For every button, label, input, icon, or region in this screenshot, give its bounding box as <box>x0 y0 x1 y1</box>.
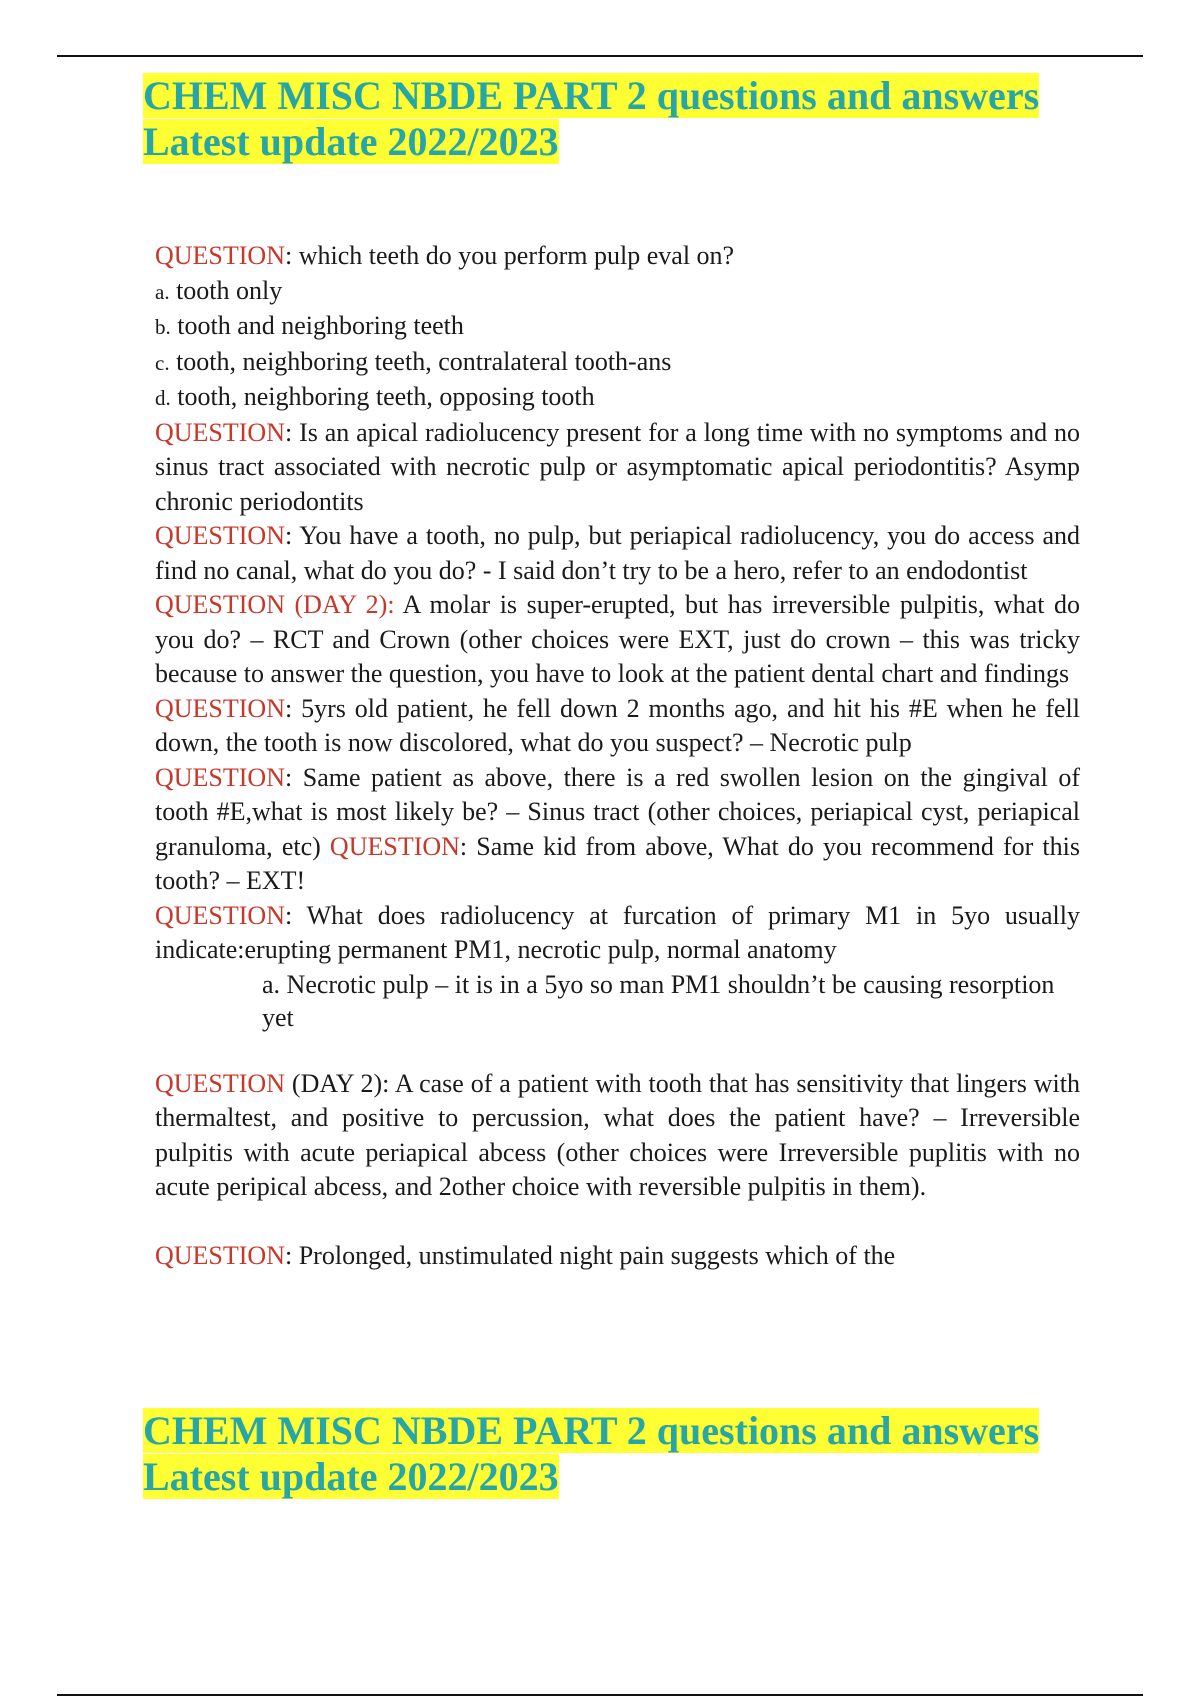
document-body <box>155 239 1080 1273</box>
footer-title-line-1: CHEM MISC NBDE PART 2 questions and answers <box>143 1408 1040 1453</box>
footer-title-line-2: Latest update 2022/2023 <box>143 1454 559 1499</box>
question-7: QUESTION: What does radiolucency at furcation of primary M1 in 5yo usually indicate:erupting permanent PM1, necrotic pulp, normal anatomy <box>155 900 1080 964</box>
question-3: QUESTION: You have a tooth, no pulp, but periapical radiolucency, you do access and find no canal, what do you do? - I said don’t try to be a hero, refer to an endodontist <box>155 521 1080 585</box>
question-1 <box>155 239 1080 274</box>
title-line-2: Latest update 2022/2023 <box>143 119 559 164</box>
question-label: QUESTION <box>155 1068 285 1098</box>
question-label: QUESTION <box>329 831 460 861</box>
question-1-text: : which teeth do you perform pulp eval on? <box>285 241 735 270</box>
question-label: QUESTION <box>155 762 285 792</box>
document-title <box>143 73 1083 165</box>
option-a: a. tooth only <box>155 275 283 305</box>
question-4: QUESTION (DAY 2): A molar is super-erupted, but has irreversible pulpitis, what do you do? – RCT and Crown (other choices were EXT, just do crown – this was tricky because to answer the question, you have to look at the patient dental chart and findings <box>155 590 1080 688</box>
question-label: QUESTION (DAY 2): <box>155 590 395 619</box>
question-8: QUESTION (DAY 2): A case of a patient with tooth that has sensitivity that lingers with thermaltest, and positive to percussion, what does the patient have? – Irreversible pulpitis with acute periapical abcess (other choices were Irreversible puplitis with no acute peripical abcess, and 2other choice with reversible pulpitis in them). <box>155 1068 1080 1201</box>
question-7-answer: a. Necrotic pulp – it is in a 5yo so man PM1 shouldn’t be causing resorption yet <box>262 969 1055 1032</box>
option-b: b. tooth and neighboring teeth <box>155 311 464 340</box>
spacer <box>155 1034 1080 1067</box>
question-label: QUESTION <box>155 1240 285 1270</box>
question-label: QUESTION <box>155 693 285 723</box>
question-5: QUESTION: 5yrs old patient, he fell down 2 months ago, and hit his #E when he fell down, the tooth is now discolored, what do you suspect? – Necrotic pulp <box>155 693 1080 757</box>
top-rule <box>57 55 1143 57</box>
question-6: QUESTION: Same patient as above, there is a red swollen lesion on the gingival of tooth #E,what is most likely be? – Sinus tract (other choices, periapical cyst, periapical granuloma, etc) QUESTION: Same kid from above, What do you recommend for this tooth? – EXT! <box>155 762 1080 895</box>
question-label: QUESTION <box>155 241 285 270</box>
option-d: d. tooth, neighboring teeth, opposing tooth <box>155 382 595 411</box>
title-line-1: CHEM MISC NBDE PART 2 questions and answers <box>143 73 1040 118</box>
option-c: c. tooth, neighboring teeth, contralateral tooth-ans <box>155 346 672 376</box>
question-label: QUESTION <box>155 417 285 447</box>
spacer <box>155 1205 1080 1239</box>
question-2: QUESTION: Is an apical radiolucency present for a long time with no symptoms and no sinus tract associated with necrotic pulp or asymptomatic apical periodontitis? Asymp chronic periodontits <box>155 417 1080 516</box>
footer-title <box>143 1408 1083 1500</box>
question-label: QUESTION <box>155 521 285 550</box>
bottom-rule <box>57 1694 1143 1696</box>
question-9: QUESTION: Prolonged, unstimulated night pain suggests which of the <box>155 1240 896 1270</box>
question-label: QUESTION <box>155 900 285 930</box>
